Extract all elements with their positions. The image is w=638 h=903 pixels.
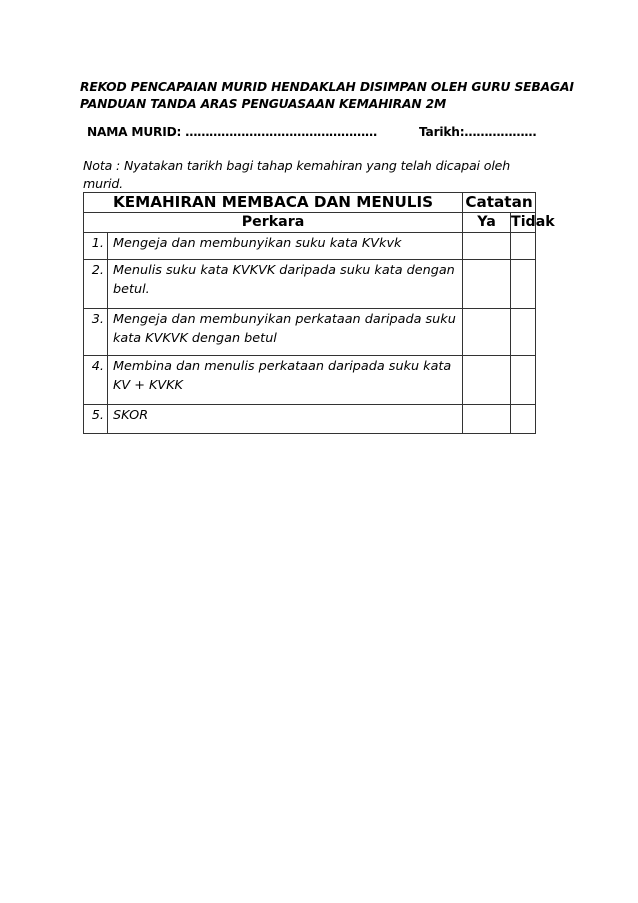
table-header-row bbox=[84, 193, 536, 213]
row-item-line: Mengeja dan membunyikan suku kata KVkvk bbox=[113, 236, 402, 251]
row-item-line: kata KVKVK dengan betul bbox=[113, 331, 277, 346]
catatan-header: Catatan bbox=[463, 193, 536, 213]
tidak-cell[interactable] bbox=[511, 309, 536, 356]
row-item-line: Menulis suku kata KVKVK daripada suku kata dengan bbox=[113, 263, 455, 278]
note-line-1: Nota : Nyatakan tarikh bagi tahap kemahiran yang telah dicapai oleh bbox=[83, 158, 511, 173]
note-text bbox=[83, 157, 553, 193]
perkara-header: Perkara bbox=[84, 213, 463, 233]
row-number: 2. bbox=[84, 260, 108, 309]
section-title: KEMAHIRAN MEMBACA DAN MENULIS bbox=[84, 193, 463, 213]
row-item-line: betul. bbox=[113, 282, 150, 297]
heading-line-2: PANDUAN TANDA ARAS PENGUASAAN KEMAHIRAN 2M bbox=[80, 97, 447, 111]
row-item bbox=[108, 233, 463, 260]
row-item bbox=[108, 260, 463, 309]
tidak-cell[interactable] bbox=[511, 405, 536, 434]
row-number: 3. bbox=[84, 309, 108, 356]
table-row bbox=[84, 405, 536, 434]
row-number: 5. bbox=[84, 405, 108, 434]
table-subheader-row bbox=[84, 213, 536, 233]
row-item-line: KV + KVKK bbox=[113, 378, 183, 393]
note-line-2: murid. bbox=[83, 176, 124, 191]
table-row bbox=[84, 233, 536, 260]
row-item bbox=[108, 309, 463, 356]
ya-header: Ya bbox=[463, 213, 511, 233]
table-row bbox=[84, 260, 536, 309]
row-item bbox=[108, 405, 463, 434]
row-item-line: Mengeja dan membunyikan perkataan daripada suku bbox=[113, 312, 456, 327]
tidak-cell[interactable] bbox=[511, 233, 536, 260]
ya-cell[interactable] bbox=[463, 405, 511, 434]
row-item-line: Membina dan menulis perkataan daripada suku kata bbox=[113, 359, 452, 374]
tidak-header: Tidak bbox=[511, 213, 536, 233]
ya-cell[interactable] bbox=[463, 309, 511, 356]
row-item-line: SKOR bbox=[113, 408, 149, 423]
ya-cell[interactable] bbox=[463, 356, 511, 405]
row-number: 1. bbox=[84, 233, 108, 260]
date-label: Tarikh:……………… bbox=[419, 125, 537, 139]
document-heading bbox=[80, 79, 574, 113]
table-row bbox=[84, 356, 536, 405]
row-number: 4. bbox=[84, 356, 108, 405]
row-item bbox=[108, 356, 463, 405]
skills-table bbox=[83, 192, 555, 434]
ya-cell[interactable] bbox=[463, 233, 511, 260]
table-row bbox=[84, 309, 536, 356]
tidak-cell[interactable] bbox=[511, 356, 536, 405]
ya-cell[interactable] bbox=[463, 260, 511, 309]
heading-line-1: REKOD PENCAPAIAN MURID HENDAKLAH DISIMPAN OLEH GURU SEBAGAI bbox=[80, 80, 574, 94]
tidak-cell[interactable] bbox=[511, 260, 536, 309]
student-name-label: NAMA MURID: ………………………………………… bbox=[87, 125, 378, 139]
